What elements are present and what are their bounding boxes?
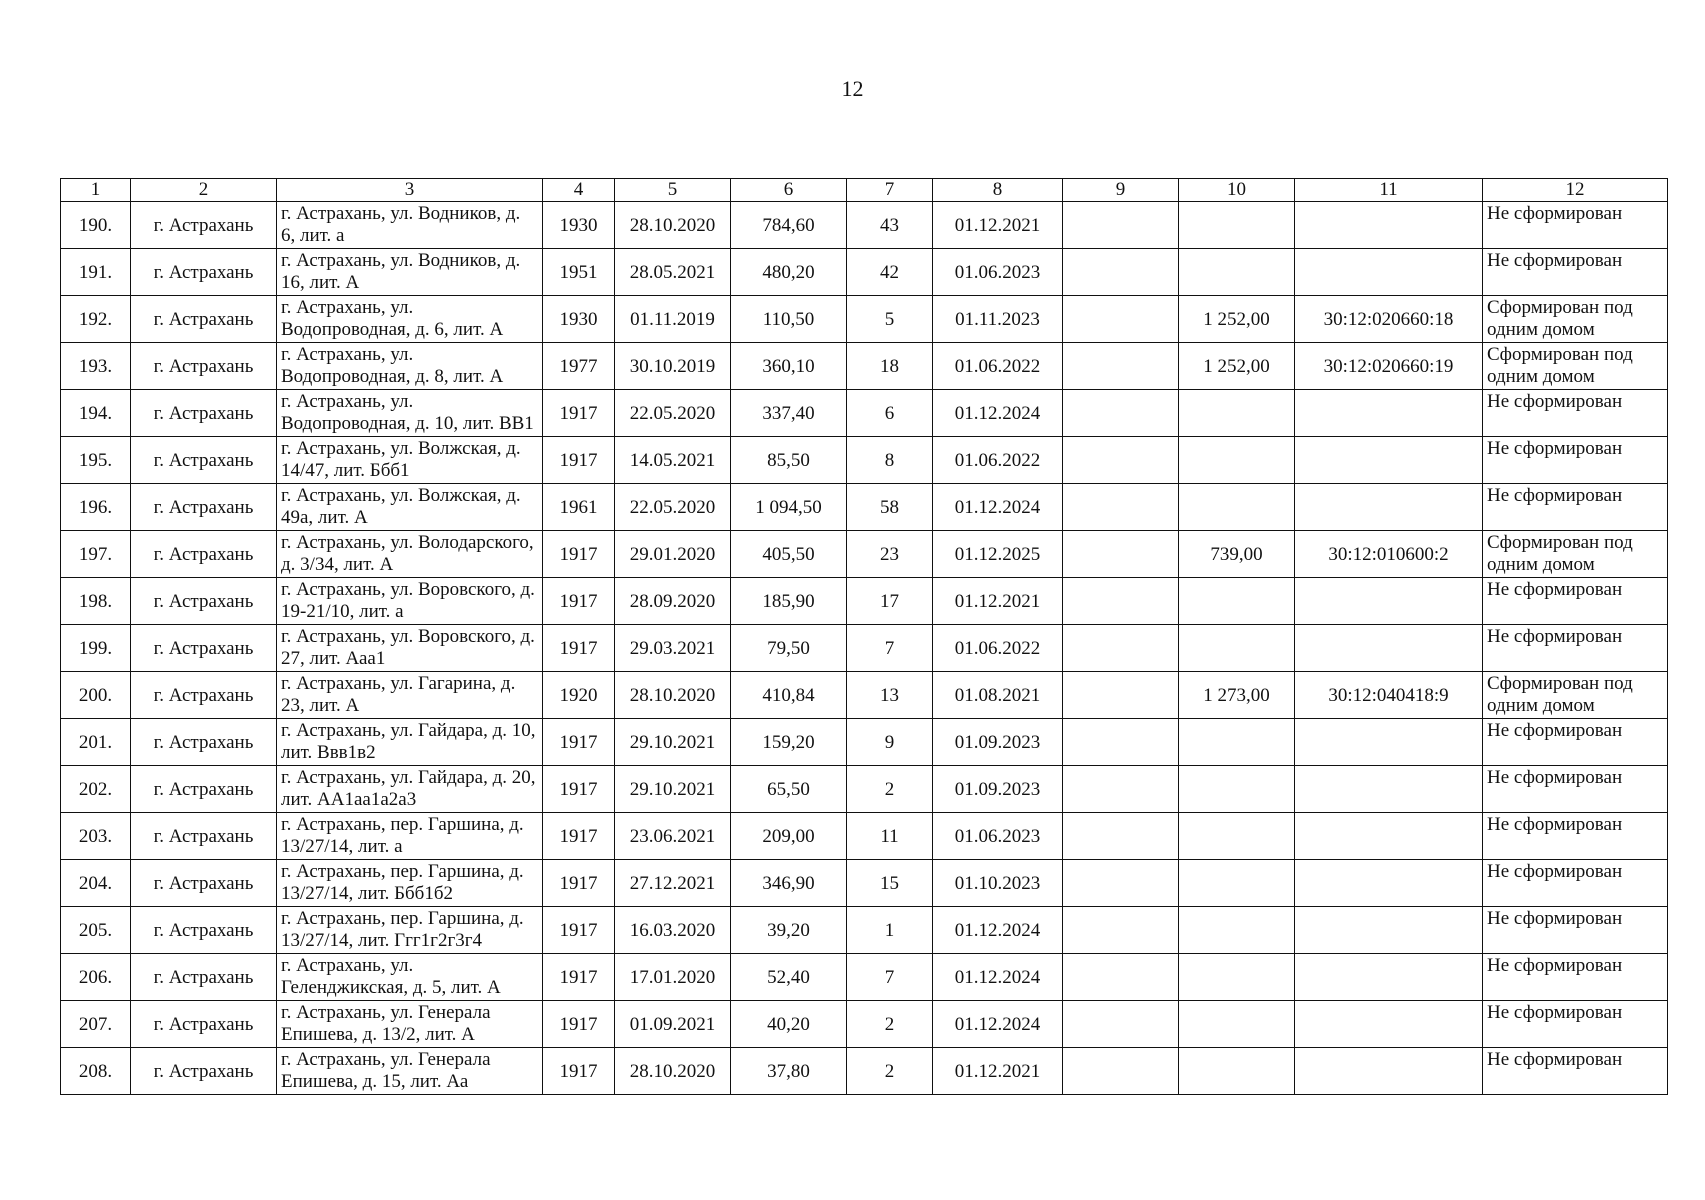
row-number-cell: 193. bbox=[61, 343, 131, 390]
column-header: 2 bbox=[131, 179, 277, 202]
table-row bbox=[61, 531, 1668, 578]
table-row bbox=[61, 860, 1668, 907]
column-header: 12 bbox=[1483, 179, 1668, 202]
date-cell: 30.10.2019 bbox=[615, 343, 731, 390]
city-cell: г. Астрахань bbox=[131, 954, 277, 1001]
date-cell: 22.05.2020 bbox=[615, 390, 731, 437]
cadastral-number-cell bbox=[1295, 249, 1483, 296]
year-cell: 1920 bbox=[543, 672, 615, 719]
city-cell: г. Астрахань bbox=[131, 1048, 277, 1095]
date-cell: 22.05.2020 bbox=[615, 484, 731, 531]
year-cell: 1917 bbox=[543, 954, 615, 1001]
area-cell: 40,20 bbox=[731, 1001, 847, 1048]
column-9-cell bbox=[1063, 202, 1179, 249]
area-cell: 39,20 bbox=[731, 907, 847, 954]
date-cell: 28.10.2020 bbox=[615, 202, 731, 249]
table-row bbox=[61, 954, 1668, 1001]
column-9-cell bbox=[1063, 813, 1179, 860]
page-number: 12 bbox=[841, 76, 864, 101]
residents-cell: 2 bbox=[847, 1001, 933, 1048]
address-cell: г. Астрахань, пер. Гаршина, д. 13/27/14, лит. а bbox=[277, 813, 543, 860]
year-cell: 1917 bbox=[543, 531, 615, 578]
cadastral-number-cell bbox=[1295, 484, 1483, 531]
area-cell: 209,00 bbox=[731, 813, 847, 860]
land-area-cell bbox=[1179, 766, 1295, 813]
row-number-cell: 190. bbox=[61, 202, 131, 249]
address-cell: г. Астрахань, ул. Генерала Епишева, д. 13/2, лит. А bbox=[277, 1001, 543, 1048]
table-row bbox=[61, 343, 1668, 390]
deadline-cell: 01.12.2021 bbox=[933, 1048, 1063, 1095]
city-cell: г. Астрахань bbox=[131, 249, 277, 296]
city-cell: г. Астрахань bbox=[131, 437, 277, 484]
land-area-cell bbox=[1179, 860, 1295, 907]
area-cell: 79,50 bbox=[731, 625, 847, 672]
deadline-cell: 01.12.2021 bbox=[933, 578, 1063, 625]
date-cell: 23.06.2021 bbox=[615, 813, 731, 860]
address-cell: г. Астрахань, ул. Волжская, д. 49а, лит. А bbox=[277, 484, 543, 531]
residents-cell: 15 bbox=[847, 860, 933, 907]
area-cell: 360,10 bbox=[731, 343, 847, 390]
cadastral-number-cell: 30:12:020660:18 bbox=[1295, 296, 1483, 343]
area-cell: 37,80 bbox=[731, 1048, 847, 1095]
date-cell: 27.12.2021 bbox=[615, 860, 731, 907]
land-area-cell bbox=[1179, 1048, 1295, 1095]
row-number-cell: 208. bbox=[61, 1048, 131, 1095]
column-9-cell bbox=[1063, 907, 1179, 954]
residents-cell: 7 bbox=[847, 954, 933, 1001]
deadline-cell: 01.11.2023 bbox=[933, 296, 1063, 343]
table-row bbox=[61, 1001, 1668, 1048]
table-row bbox=[61, 766, 1668, 813]
area-cell: 405,50 bbox=[731, 531, 847, 578]
column-9-cell bbox=[1063, 860, 1179, 907]
table-body bbox=[61, 202, 1668, 1095]
residents-cell: 2 bbox=[847, 766, 933, 813]
land-area-cell bbox=[1179, 484, 1295, 531]
column-9-cell bbox=[1063, 954, 1179, 1001]
year-cell: 1917 bbox=[543, 1048, 615, 1095]
residents-cell: 18 bbox=[847, 343, 933, 390]
deadline-cell: 01.08.2021 bbox=[933, 672, 1063, 719]
date-cell: 29.10.2021 bbox=[615, 766, 731, 813]
city-cell: г. Астрахань bbox=[131, 390, 277, 437]
column-header: 1 bbox=[61, 179, 131, 202]
cadastral-number-cell bbox=[1295, 907, 1483, 954]
city-cell: г. Астрахань bbox=[131, 578, 277, 625]
address-cell: г. Астрахань, ул. Водопроводная, д. 8, лит. А bbox=[277, 343, 543, 390]
row-number-cell: 203. bbox=[61, 813, 131, 860]
cadastral-number-cell bbox=[1295, 202, 1483, 249]
row-number-cell: 207. bbox=[61, 1001, 131, 1048]
date-cell: 29.03.2021 bbox=[615, 625, 731, 672]
area-cell: 185,90 bbox=[731, 578, 847, 625]
date-cell: 28.05.2021 bbox=[615, 249, 731, 296]
residents-cell: 17 bbox=[847, 578, 933, 625]
row-number-cell: 200. bbox=[61, 672, 131, 719]
cadastral-number-cell bbox=[1295, 813, 1483, 860]
deadline-cell: 01.12.2021 bbox=[933, 202, 1063, 249]
row-number-cell: 202. bbox=[61, 766, 131, 813]
date-cell: 17.01.2020 bbox=[615, 954, 731, 1001]
residents-cell: 9 bbox=[847, 719, 933, 766]
cadastral-number-cell: 30:12:040418:9 bbox=[1295, 672, 1483, 719]
land-area-cell: 1 252,00 bbox=[1179, 296, 1295, 343]
land-area-cell bbox=[1179, 202, 1295, 249]
residents-cell: 13 bbox=[847, 672, 933, 719]
row-number-cell: 205. bbox=[61, 907, 131, 954]
cadastral-number-cell bbox=[1295, 625, 1483, 672]
date-cell: 16.03.2020 bbox=[615, 907, 731, 954]
city-cell: г. Астрахань bbox=[131, 625, 277, 672]
land-status-cell: Сформирован под одним домом bbox=[1483, 296, 1668, 343]
address-cell: г. Астрахань, ул. Волжская, д. 14/47, лит. Ббб1 bbox=[277, 437, 543, 484]
year-cell: 1917 bbox=[543, 1001, 615, 1048]
column-9-cell bbox=[1063, 484, 1179, 531]
residents-cell: 1 bbox=[847, 907, 933, 954]
table-row bbox=[61, 719, 1668, 766]
deadline-cell: 01.06.2023 bbox=[933, 249, 1063, 296]
column-9-cell bbox=[1063, 672, 1179, 719]
land-area-cell bbox=[1179, 813, 1295, 860]
year-cell: 1917 bbox=[543, 625, 615, 672]
year-cell: 1917 bbox=[543, 578, 615, 625]
row-number-cell: 192. bbox=[61, 296, 131, 343]
city-cell: г. Астрахань bbox=[131, 1001, 277, 1048]
column-9-cell bbox=[1063, 390, 1179, 437]
row-number-cell: 206. bbox=[61, 954, 131, 1001]
column-header: 7 bbox=[847, 179, 933, 202]
land-area-cell: 1 273,00 bbox=[1179, 672, 1295, 719]
cadastral-number-cell bbox=[1295, 1001, 1483, 1048]
city-cell: г. Астрахань bbox=[131, 860, 277, 907]
residents-cell: 43 bbox=[847, 202, 933, 249]
deadline-cell: 01.12.2024 bbox=[933, 1001, 1063, 1048]
year-cell: 1961 bbox=[543, 484, 615, 531]
cadastral-number-cell bbox=[1295, 390, 1483, 437]
year-cell: 1917 bbox=[543, 907, 615, 954]
city-cell: г. Астрахань bbox=[131, 719, 277, 766]
address-cell: г. Астрахань, ул. Гагарина, д. 23, лит. А bbox=[277, 672, 543, 719]
row-number-cell: 197. bbox=[61, 531, 131, 578]
date-cell: 01.09.2021 bbox=[615, 1001, 731, 1048]
deadline-cell: 01.12.2024 bbox=[933, 484, 1063, 531]
table-row bbox=[61, 1048, 1668, 1095]
address-cell: г. Астрахань, ул. Володарского, д. 3/34, лит. А bbox=[277, 531, 543, 578]
land-status-cell: Не сформирован bbox=[1483, 719, 1668, 766]
date-cell: 28.10.2020 bbox=[615, 1048, 731, 1095]
column-header: 5 bbox=[615, 179, 731, 202]
area-cell: 480,20 bbox=[731, 249, 847, 296]
date-cell: 29.10.2021 bbox=[615, 719, 731, 766]
address-cell: г. Астрахань, ул. Гайдара, д. 20, лит. АА1аа1а2а3 bbox=[277, 766, 543, 813]
column-header: 6 bbox=[731, 179, 847, 202]
address-cell: г. Астрахань, ул. Воровского, д. 27, лит. Ааа1 bbox=[277, 625, 543, 672]
area-cell: 410,84 bbox=[731, 672, 847, 719]
address-cell: г. Астрахань, пер. Гаршина, д. 13/27/14, лит. Ггг1г2г3г4 bbox=[277, 907, 543, 954]
column-header: 8 bbox=[933, 179, 1063, 202]
land-status-cell: Не сформирован bbox=[1483, 813, 1668, 860]
address-cell: г. Астрахань, ул. Водников, д. 6, лит. а bbox=[277, 202, 543, 249]
land-status-cell: Сформирован под одним домом bbox=[1483, 343, 1668, 390]
date-cell: 29.01.2020 bbox=[615, 531, 731, 578]
column-9-cell bbox=[1063, 249, 1179, 296]
residents-cell: 8 bbox=[847, 437, 933, 484]
table-row bbox=[61, 625, 1668, 672]
land-area-cell bbox=[1179, 1001, 1295, 1048]
area-cell: 1 094,50 bbox=[731, 484, 847, 531]
land-area-cell: 1 252,00 bbox=[1179, 343, 1295, 390]
table-row bbox=[61, 484, 1668, 531]
column-9-cell bbox=[1063, 437, 1179, 484]
land-area-cell bbox=[1179, 437, 1295, 484]
address-cell: г. Астрахань, ул. Водопроводная, д. 10, лит. ВВ1 bbox=[277, 390, 543, 437]
land-status-cell: Не сформирован bbox=[1483, 907, 1668, 954]
cadastral-number-cell: 30:12:020660:19 bbox=[1295, 343, 1483, 390]
land-status-cell: Не сформирован bbox=[1483, 484, 1668, 531]
year-cell: 1917 bbox=[543, 719, 615, 766]
date-cell: 28.10.2020 bbox=[615, 672, 731, 719]
date-cell: 28.09.2020 bbox=[615, 578, 731, 625]
year-cell: 1917 bbox=[543, 390, 615, 437]
area-cell: 85,50 bbox=[731, 437, 847, 484]
residents-cell: 6 bbox=[847, 390, 933, 437]
city-cell: г. Астрахань bbox=[131, 813, 277, 860]
land-status-cell: Не сформирован bbox=[1483, 954, 1668, 1001]
row-number-cell: 195. bbox=[61, 437, 131, 484]
column-header: 9 bbox=[1063, 179, 1179, 202]
area-cell: 337,40 bbox=[731, 390, 847, 437]
land-area-cell bbox=[1179, 625, 1295, 672]
deadline-cell: 01.09.2023 bbox=[933, 719, 1063, 766]
column-9-cell bbox=[1063, 1048, 1179, 1095]
area-cell: 784,60 bbox=[731, 202, 847, 249]
address-cell: г. Астрахань, ул. Воровского, д. 19-21/10, лит. а bbox=[277, 578, 543, 625]
city-cell: г. Астрахань bbox=[131, 296, 277, 343]
column-9-cell bbox=[1063, 1001, 1179, 1048]
land-status-cell: Не сформирован bbox=[1483, 390, 1668, 437]
land-status-cell: Не сформирован bbox=[1483, 860, 1668, 907]
address-cell: г. Астрахань, ул. Геленджикская, д. 5, лит. А bbox=[277, 954, 543, 1001]
cadastral-number-cell bbox=[1295, 1048, 1483, 1095]
land-status-cell: Не сформирован bbox=[1483, 578, 1668, 625]
housing-registry-table bbox=[60, 178, 1668, 1095]
address-cell: г. Астрахань, ул. Водников, д. 16, лит. А bbox=[277, 249, 543, 296]
year-cell: 1930 bbox=[543, 296, 615, 343]
deadline-cell: 01.12.2024 bbox=[933, 954, 1063, 1001]
cadastral-number-cell bbox=[1295, 437, 1483, 484]
residents-cell: 58 bbox=[847, 484, 933, 531]
city-cell: г. Астрахань bbox=[131, 343, 277, 390]
row-number-cell: 199. bbox=[61, 625, 131, 672]
row-number-cell: 191. bbox=[61, 249, 131, 296]
land-status-cell: Не сформирован bbox=[1483, 202, 1668, 249]
year-cell: 1930 bbox=[543, 202, 615, 249]
cadastral-number-cell bbox=[1295, 719, 1483, 766]
table-row bbox=[61, 907, 1668, 954]
residents-cell: 2 bbox=[847, 1048, 933, 1095]
table-row bbox=[61, 249, 1668, 296]
residents-cell: 42 bbox=[847, 249, 933, 296]
row-number-cell: 198. bbox=[61, 578, 131, 625]
city-cell: г. Астрахань bbox=[131, 766, 277, 813]
table-row bbox=[61, 296, 1668, 343]
column-9-cell bbox=[1063, 766, 1179, 813]
land-status-cell: Не сформирован bbox=[1483, 766, 1668, 813]
area-cell: 52,40 bbox=[731, 954, 847, 1001]
year-cell: 1917 bbox=[543, 860, 615, 907]
deadline-cell: 01.06.2022 bbox=[933, 343, 1063, 390]
address-cell: г. Астрахань, ул. Генерала Епишева, д. 15, лит. Аа bbox=[277, 1048, 543, 1095]
area-cell: 159,20 bbox=[731, 719, 847, 766]
land-status-cell: Сформирован под одним домом bbox=[1483, 531, 1668, 578]
land-area-cell: 739,00 bbox=[1179, 531, 1295, 578]
year-cell: 1917 bbox=[543, 437, 615, 484]
address-cell: г. Астрахань, ул. Гайдара, д. 10, лит. Ввв1в2 bbox=[277, 719, 543, 766]
residents-cell: 7 bbox=[847, 625, 933, 672]
row-number-cell: 194. bbox=[61, 390, 131, 437]
table-row bbox=[61, 578, 1668, 625]
column-9-cell bbox=[1063, 578, 1179, 625]
land-status-cell: Не сформирован bbox=[1483, 249, 1668, 296]
land-area-cell bbox=[1179, 578, 1295, 625]
column-9-cell bbox=[1063, 343, 1179, 390]
cadastral-number-cell bbox=[1295, 954, 1483, 1001]
date-cell: 14.05.2021 bbox=[615, 437, 731, 484]
city-cell: г. Астрахань bbox=[131, 907, 277, 954]
year-cell: 1951 bbox=[543, 249, 615, 296]
deadline-cell: 01.09.2023 bbox=[933, 766, 1063, 813]
column-9-cell bbox=[1063, 625, 1179, 672]
cadastral-number-cell bbox=[1295, 860, 1483, 907]
row-number-cell: 201. bbox=[61, 719, 131, 766]
address-cell: г. Астрахань, пер. Гаршина, д. 13/27/14, лит. Ббб1б2 bbox=[277, 860, 543, 907]
cadastral-number-cell bbox=[1295, 578, 1483, 625]
year-cell: 1917 bbox=[543, 813, 615, 860]
land-area-cell bbox=[1179, 390, 1295, 437]
area-cell: 65,50 bbox=[731, 766, 847, 813]
column-header: 11 bbox=[1295, 179, 1483, 202]
residents-cell: 11 bbox=[847, 813, 933, 860]
land-status-cell: Не сформирован bbox=[1483, 1001, 1668, 1048]
land-area-cell bbox=[1179, 249, 1295, 296]
deadline-cell: 01.10.2023 bbox=[933, 860, 1063, 907]
table-header-row bbox=[61, 179, 1668, 202]
residents-cell: 23 bbox=[847, 531, 933, 578]
address-cell: г. Астрахань, ул. Водопроводная, д. 6, лит. А bbox=[277, 296, 543, 343]
year-cell: 1917 bbox=[543, 766, 615, 813]
area-cell: 346,90 bbox=[731, 860, 847, 907]
land-area-cell bbox=[1179, 954, 1295, 1001]
land-area-cell bbox=[1179, 907, 1295, 954]
date-cell: 01.11.2019 bbox=[615, 296, 731, 343]
table-row bbox=[61, 390, 1668, 437]
land-area-cell bbox=[1179, 719, 1295, 766]
deadline-cell: 01.06.2023 bbox=[933, 813, 1063, 860]
city-cell: г. Астрахань bbox=[131, 202, 277, 249]
deadline-cell: 01.06.2022 bbox=[933, 625, 1063, 672]
row-number-cell: 196. bbox=[61, 484, 131, 531]
land-status-cell: Сформирован под одним домом bbox=[1483, 672, 1668, 719]
city-cell: г. Астрахань bbox=[131, 531, 277, 578]
column-9-cell bbox=[1063, 719, 1179, 766]
table-row bbox=[61, 437, 1668, 484]
column-header: 10 bbox=[1179, 179, 1295, 202]
column-9-cell bbox=[1063, 296, 1179, 343]
deadline-cell: 01.12.2024 bbox=[933, 390, 1063, 437]
table-row bbox=[61, 202, 1668, 249]
land-status-cell: Не сформирован bbox=[1483, 1048, 1668, 1095]
land-status-cell: Не сформирован bbox=[1483, 625, 1668, 672]
table-row bbox=[61, 672, 1668, 719]
column-header: 3 bbox=[277, 179, 543, 202]
deadline-cell: 01.06.2022 bbox=[933, 437, 1063, 484]
city-cell: г. Астрахань bbox=[131, 484, 277, 531]
table-row bbox=[61, 813, 1668, 860]
area-cell: 110,50 bbox=[731, 296, 847, 343]
residents-cell: 5 bbox=[847, 296, 933, 343]
row-number-cell: 204. bbox=[61, 860, 131, 907]
year-cell: 1977 bbox=[543, 343, 615, 390]
deadline-cell: 01.12.2024 bbox=[933, 907, 1063, 954]
column-9-cell bbox=[1063, 531, 1179, 578]
cadastral-number-cell: 30:12:010600:2 bbox=[1295, 531, 1483, 578]
column-header: 4 bbox=[543, 179, 615, 202]
city-cell: г. Астрахань bbox=[131, 672, 277, 719]
land-status-cell: Не сформирован bbox=[1483, 437, 1668, 484]
deadline-cell: 01.12.2025 bbox=[933, 531, 1063, 578]
cadastral-number-cell bbox=[1295, 766, 1483, 813]
